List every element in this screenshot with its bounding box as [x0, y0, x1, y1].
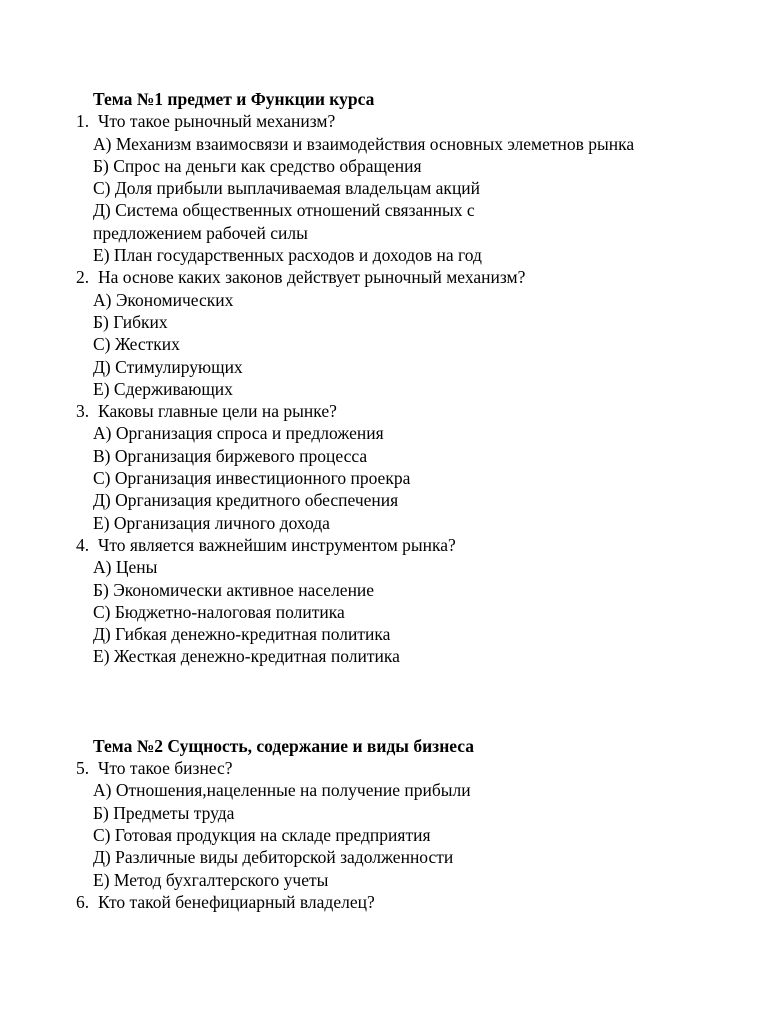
- answer-option: А) Экономических: [93, 289, 234, 310]
- question-text: Что такое рыночный механизм?: [98, 111, 336, 132]
- answer-option: Е) План государственных расходов и доходов на год: [93, 245, 482, 266]
- question: [76, 757, 756, 779]
- answer-option: Б) Гибких: [93, 311, 168, 332]
- question: [76, 400, 756, 422]
- answer-option: Д) Система общественных отношений связанных с предложением рабочей силы: [93, 200, 475, 243]
- question-text: На основе каких законов действует рыночный механизм?: [98, 267, 526, 288]
- question-text: Что является важнейшим инструментом рынка?: [98, 534, 456, 555]
- question-number: 4.: [76, 534, 90, 555]
- answer-option: Е) Сдерживающих: [93, 378, 233, 399]
- question: [76, 891, 756, 913]
- answer-option: Д) Стимулирующих: [93, 356, 243, 377]
- section-spacer: [76, 668, 756, 735]
- answer-option: А) Организация спроса и предложения: [93, 423, 384, 444]
- question: [76, 534, 756, 556]
- answer-option: С) Доля прибыли выплачиваемая владельцам акций: [93, 178, 481, 199]
- answer-option: Е) Жесткая денежно-кредитная политика: [93, 646, 400, 667]
- answer-option: С) Организация инвестиционного проекра: [93, 468, 411, 489]
- topic-heading: Тема №2 Сущность, содержание и виды бизнеса: [93, 735, 474, 756]
- answer-option: Д) Различные виды дебиторской задолженности: [93, 847, 454, 868]
- question-number: 2.: [76, 267, 90, 288]
- answer-option: С) Бюджетно-налоговая политика: [93, 601, 345, 622]
- answer-option: Б) Спрос на деньги как средство обращения: [93, 155, 422, 176]
- answer-option: Д) Гибкая денежно-кредитная политика: [93, 624, 391, 645]
- answer-option: Е) Метод бухгалтерского учеты: [93, 869, 329, 890]
- answer-option: А) Цены: [93, 557, 158, 578]
- question-text: Что такое бизнес?: [98, 758, 233, 779]
- answer-option: С) Жестких: [93, 334, 180, 355]
- question-number: 6.: [76, 891, 90, 912]
- answer-option: Е) Организация личного дохода: [93, 512, 330, 533]
- answer-option: Б) Предметы труда: [93, 802, 235, 823]
- topic-heading: Тема №1 предмет и Функции курса: [93, 89, 375, 109]
- answer-option: В) Организация биржевого процесса: [93, 445, 368, 466]
- answer-option: С) Готовая продукция на складе предприятия: [93, 824, 431, 845]
- answer-option: Б) Экономически активное население: [93, 579, 375, 600]
- question-text: Кто такой бенефициарный владелец?: [98, 891, 375, 912]
- question-number: 5.: [76, 758, 90, 779]
- question-text: Каковы главные цели на рынке?: [98, 401, 337, 422]
- question: [76, 266, 756, 288]
- answer-option: Д) Организация кредитного обеспечения: [93, 490, 399, 511]
- answer-option: А) Отношения,нацеленные на получение прибыли: [93, 780, 471, 801]
- document-content: [76, 88, 756, 913]
- answer-option: А) Механизм взаимосвязи и взаимодействия основных элеметнов рынка: [93, 133, 635, 154]
- question-number: 3.: [76, 401, 90, 422]
- question-number: 1.: [76, 111, 90, 132]
- question: [76, 110, 756, 132]
